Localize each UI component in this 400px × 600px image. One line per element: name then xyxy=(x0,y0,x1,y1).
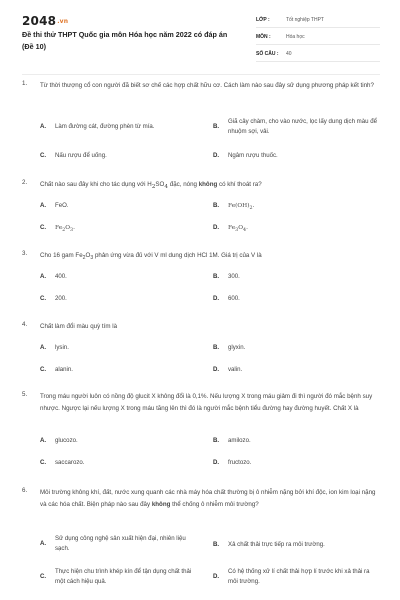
option-letter: B. xyxy=(213,123,220,130)
subscript: 2 xyxy=(62,228,66,234)
exam-meta xyxy=(256,13,380,64)
question-text xyxy=(40,250,380,265)
option-letter: C. xyxy=(40,295,47,302)
question-number: 3. xyxy=(22,250,28,257)
subscript: 4 xyxy=(242,228,247,234)
option-text: 600. xyxy=(228,295,240,302)
formula-tail: . xyxy=(73,225,75,231)
option-letter: A. xyxy=(40,123,47,130)
question-number: 2. xyxy=(22,179,28,186)
subscript: 2 xyxy=(151,184,156,191)
question-number: 5. xyxy=(22,391,28,398)
option-text: Làm đường cát, đường phèn từ mía. xyxy=(55,123,155,130)
logo-suffix: .vn xyxy=(57,18,69,25)
question-text xyxy=(40,487,380,510)
option-letter: D. xyxy=(213,366,220,373)
option-text: 300. xyxy=(228,273,240,280)
logo-text: 2048 xyxy=(22,14,57,28)
divider xyxy=(22,74,380,75)
meta-value: 40 xyxy=(286,51,292,57)
option-letter: D. xyxy=(213,152,220,159)
text-part: thể chống ô nhiễm môi trường? xyxy=(170,500,259,508)
option-letter: A. xyxy=(40,273,47,280)
text-part: Cho 16 gam Fe xyxy=(40,252,83,259)
subscript: 3 xyxy=(235,228,239,234)
option-text: Nấu rượu để uống. xyxy=(55,152,107,159)
option-letter: A. xyxy=(40,540,47,547)
option-text: glucozo. xyxy=(55,437,78,444)
option-letter: C. xyxy=(40,224,47,231)
exam-title: Đề thi thử THPT Quốc gia môn Hóa học năm 2022 có đáp án (Đề 10) xyxy=(22,30,228,51)
option-text: 400. xyxy=(55,273,67,280)
option-text xyxy=(228,201,254,214)
formula: O xyxy=(238,225,243,231)
formula: O xyxy=(65,225,70,231)
option-text: Thực hiện chu trình khép kín để tận dụng chất thải một cách hiệu quả. xyxy=(55,568,192,585)
option-text: FeO. xyxy=(55,202,69,209)
meta-row-count xyxy=(256,47,380,62)
meta-label: MÔN : xyxy=(256,34,271,40)
meta-row-subject xyxy=(256,30,380,45)
option-letter: A. xyxy=(40,437,47,444)
text-part: Chất nào sau đây khi cho tác dụng với H xyxy=(40,181,152,188)
question-text: Chất làm đổi màu quỳ tím là xyxy=(40,323,118,330)
option-text: Có hệ thống xử lí chất thải hợp lí trước khi xả thải ra môi trường. xyxy=(228,568,370,585)
option-text: amilozo. xyxy=(228,437,251,444)
text-part: đặc, nóng xyxy=(168,181,199,188)
formula: Fe xyxy=(55,225,63,231)
question-number: 4. xyxy=(22,321,28,328)
meta-label: LỚP : xyxy=(256,17,270,23)
subscript: 2 xyxy=(249,206,253,212)
text-part: có khí thoát ra? xyxy=(217,181,262,188)
option-text: glyxin. xyxy=(228,344,246,351)
subscript: 2 xyxy=(82,255,86,262)
option-text: alanin. xyxy=(55,366,73,373)
formula-tail: . xyxy=(252,203,255,209)
meta-label: SỐ CÂU : xyxy=(256,51,279,57)
meta-value: Tốt nghiệp THPT xyxy=(286,17,324,23)
option-text: 200. xyxy=(55,295,67,302)
subscript: 4 xyxy=(164,184,169,191)
question-text: Từ thời thượng cổ con người đã biết sơ chế các hợp chất hữu cơ. Cách làm nào sau đây sử dụng phương pháp kết tinh? xyxy=(40,82,374,89)
formula-tail: . xyxy=(246,225,248,231)
text-part: Môi trường không khí, đất, nước xung quanh các nhà máy hóa chất thường bị ô nhiễm nặng bởi khí độc, ion kim loại nặng và các hóa chất. Biện pháp nào sau đây xyxy=(40,489,376,508)
option-letter: D. xyxy=(213,224,220,231)
text-part: O xyxy=(85,252,91,259)
option-letter: C. xyxy=(40,366,47,373)
emphasis: không xyxy=(151,500,171,508)
option-letter: C. xyxy=(40,573,47,580)
option-text xyxy=(55,223,75,236)
text-part: SO xyxy=(155,181,165,188)
option-text: fructozo. xyxy=(228,459,252,466)
question-number: 6. xyxy=(22,487,28,494)
option-text xyxy=(228,223,248,236)
option-letter: C. xyxy=(40,152,47,159)
option-letter: C. xyxy=(40,459,47,466)
option-letter: A. xyxy=(40,202,47,209)
option-letter: D. xyxy=(213,573,220,580)
text-part: phản ứng vừa đủ với V ml dung dịch HCl 1M. Giá trị của V là xyxy=(93,252,262,259)
meta-value: Hóa học xyxy=(286,34,305,40)
site-logo[interactable] xyxy=(22,14,68,28)
option-text: saccarozo. xyxy=(55,459,85,466)
option-text: Xả chất thải trực tiếp ra môi trường. xyxy=(228,541,325,548)
exam-header xyxy=(0,0,400,78)
option-letter: B. xyxy=(213,273,220,280)
option-letter: B. xyxy=(213,437,220,444)
question-text: Trong máu người luôn có nồng độ glucit X không đổi là 0,1%. Nếu lượng X trong máu giảm đi thì người đó mắc bệnh suy nhược. Ngược lại nếu lượng X trong máu tăng lên thì đó là người mắc bệnh tiểu đường hay đường huyết. Chất X là xyxy=(40,393,373,412)
option-letter: A. xyxy=(40,344,47,351)
question-text xyxy=(40,179,380,194)
formula: Fe(OH) xyxy=(228,203,250,209)
option-text: Ngâm rượu thuốc. xyxy=(228,152,278,159)
option-letter: D. xyxy=(213,295,220,302)
option-letter: B. xyxy=(213,202,220,209)
option-text: Sử dụng công nghệ sản xuất hiện đại, nhiên liệu sạch. xyxy=(55,535,186,552)
option-text: Giã cây chàm, cho vào nước, lọc lấy dung dịch màu để nhuộm sợi, vải. xyxy=(228,118,377,135)
subscript: 3 xyxy=(90,255,94,262)
option-text: lysin. xyxy=(55,344,69,351)
subscript: 3 xyxy=(69,228,74,234)
emphasis: không xyxy=(198,181,218,188)
option-letter: B. xyxy=(213,541,220,548)
question-number: 1. xyxy=(22,80,28,87)
option-letter: B. xyxy=(213,344,220,351)
option-letter: D. xyxy=(213,459,220,466)
formula: Fe xyxy=(228,225,236,231)
meta-row-class xyxy=(256,13,380,28)
option-text: valin. xyxy=(228,366,243,373)
